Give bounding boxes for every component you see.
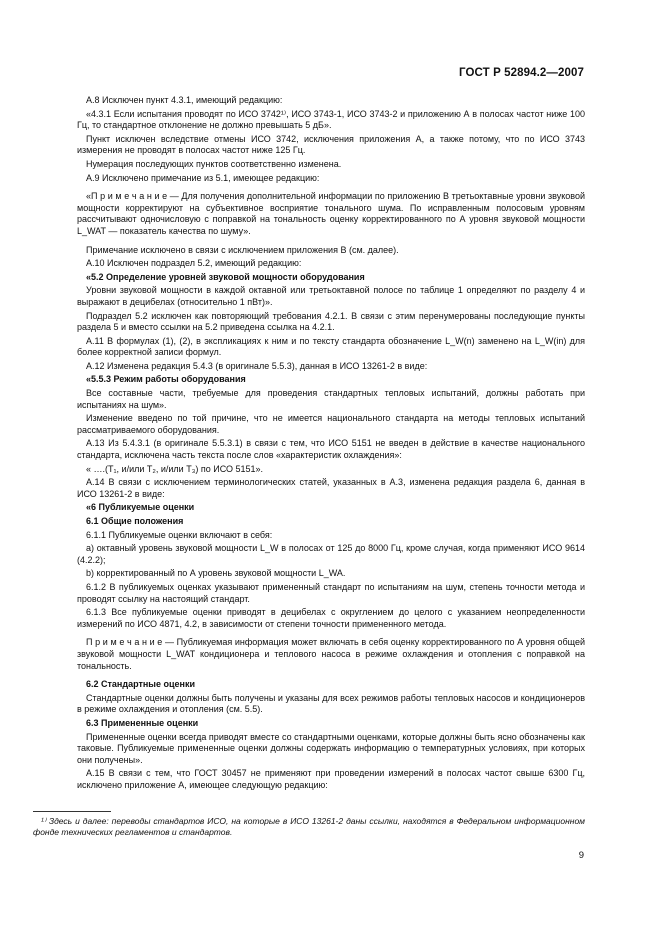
list-item: а) октавный уровень звуковой мощности L_W в полосах от 125 до 8000 Гц, кроме случая, когда применяют ИСО 9614 (4.2.2); (77, 543, 585, 565)
paragraph: Стандартные оценки должны быть получены и указаны для всех режимов работы тепловых насосов и кондиционеров в режиме охлаждения и отопления (см. 5.5). (77, 692, 585, 715)
paragraph: Примечание исключено в связи с исключением приложения В (см. далее). (86, 244, 399, 255)
page-number: 9 (578, 850, 584, 861)
footnote: ¹⁾ Здесь и далее: переводы стандартов ИСО, на которые в ИСО 13261-2 даны ссылки, находятся в Федеральном информационном фонде технических регламентов и стандартов. (33, 816, 585, 838)
paragraph: « ….(T₁, и/или T₂, и/или T₃) по ИСО 5151». (86, 463, 264, 474)
section-heading: 6.1 Общие положения (86, 516, 184, 526)
document-header: ГОСТ Р 52894.2—2007 (459, 67, 584, 79)
paragraph: 6.1.2 В публикуемых оценках указывают примененный стандарт по испытаниям на шум, степень точности метода и проводят ссылку на настоящий стандарт. (77, 581, 585, 604)
paragraph: «4.3.1 Если испытания проводят по ИСО 3742¹⁾, ИСО 3743-1, ИСО 3743-2 и приложению А в полосах частот ниже 100 Гц, то стандартное отклонение не должно превышать 5 дБ». (77, 108, 585, 131)
paragraph: 6.1.3 Все публикуемые оценки приводят в децибелах с округлением до целого с указанием неопределенности измерений по ИСО 4871, 4.2, в зависимости от степени точности примененного метода. (77, 607, 585, 629)
paragraph: А.9 Исключено примечание из 5.1, имеющее редакцию: (86, 172, 320, 183)
paragraph: А.14 В связи с исключением терминологических статей, указанных в А.3, изменена редакция раздела 6, данная в ИСО 13261-2 в виде: (77, 477, 585, 499)
paragraph: А.13 Из 5.4.3.1 (в оригинале 5.5.3.1) в связи с тем, что ИСО 5151 не введен в действие в качестве национального стандарта, исключена часть текста после слов «характеристик охлаждения»: (77, 438, 585, 461)
paragraph: Все составные части, требуемые для проведения стандартных тепловых испытаний, должны работать при испытаниях на шум». (77, 388, 585, 410)
paragraph: А.11 В формулах (1), (2), в экспликациях к ним и по тексту стандарта обозначение L_W(n) заменено на L_W(in) для более корректной записи формул. (77, 335, 585, 358)
note-paragraph: «П р и м е ч а н и е — Для получения дополнительной информации по приложению В третьоктавные уровни звуковой мощности корректируют на субъективное восприятие тонального шума. По исправленным полосовым уровням рассчитывают одночисловую с поправкой на тональность оценку корректированного по А уровня звуковой мощности L_WAT — показатель качества по шуму». (77, 191, 585, 236)
paragraph: Пункт исключен вследствие отмены ИСО 3742, исключения приложения А, а также потому, что по ИСО 3743 измерения не проводят в полосах частот ниже 125 Гц. (77, 133, 585, 156)
document-body (77, 95, 585, 793)
section-heading: «6 Публикуемые оценки (86, 502, 195, 513)
paragraph: А.8 Исключен пункт 4.3.1, имеющий редакцию: (86, 95, 283, 105)
paragraph: А.12 Изменена редакция 5.4.3 (в оригинале 5.5.3), данная в ИСО 13261-2 в виде: (86, 360, 428, 371)
paragraph: Изменение введено по той причине, что не имеется национального стандарта на методы тепловых испытаний рассматриваемого оборудования. (77, 413, 585, 435)
list-item: b) корректированный по А уровень звуковой мощности L_WA. (86, 568, 346, 579)
paragraph: А.15 В связи с тем, что ГОСТ 30457 не применяют при проведении измерений в полосах частот свыше 6300 Гц, исключено приложение А, имеющее следующую редакцию: (77, 768, 585, 790)
footnote-divider (33, 811, 111, 812)
paragraph: Уровни звуковой мощности в каждой октавной или третьоктавной полосе по таблице 1 определяют по разделу 4 и выражают в децибелах (относительно 1 пВт)». (77, 285, 585, 307)
paragraph: Нумерация последующих пунктов соответственно изменена. (86, 158, 342, 169)
paragraph: Примененные оценки всегда приводят вместе со стандартными оценками, которые должны быть ясно обозначены как таковые. Публикуемые примененные оценки должны содержать информацию о температурных условиях, при которых они получены». (77, 731, 585, 765)
paragraph: А.10 Исключен подраздел 5.2, имеющий редакцию: (86, 258, 302, 269)
paragraph: 6.1.1 Публикуемые оценки включают в себя: (86, 529, 273, 540)
section-heading: 6.3 Примененные оценки (86, 717, 199, 728)
note-paragraph: П р и м е ч а н и е — Публикуемая информация может включать в себя оценку корректированного по А уровня общей звуковой мощности L_WAT кондиционера и теплового насоса в режиме охлаждения и отопления с поправкой на тональность. (77, 637, 585, 671)
section-heading: «5.5.3 Режим работы оборудования (86, 374, 246, 385)
section-heading: «5.2 Определение уровней звуковой мощности оборудования (86, 271, 365, 282)
section-heading: 6.2 Стандартные оценки (86, 679, 196, 690)
paragraph: Подраздел 5.2 исключен как повторяющий требования 4.2.1. В связи с этим перенумерованы последующие пункты раздела 5 и вместо ссылки на 5.2 приведена ссылка на 4.2.1. (77, 310, 585, 333)
